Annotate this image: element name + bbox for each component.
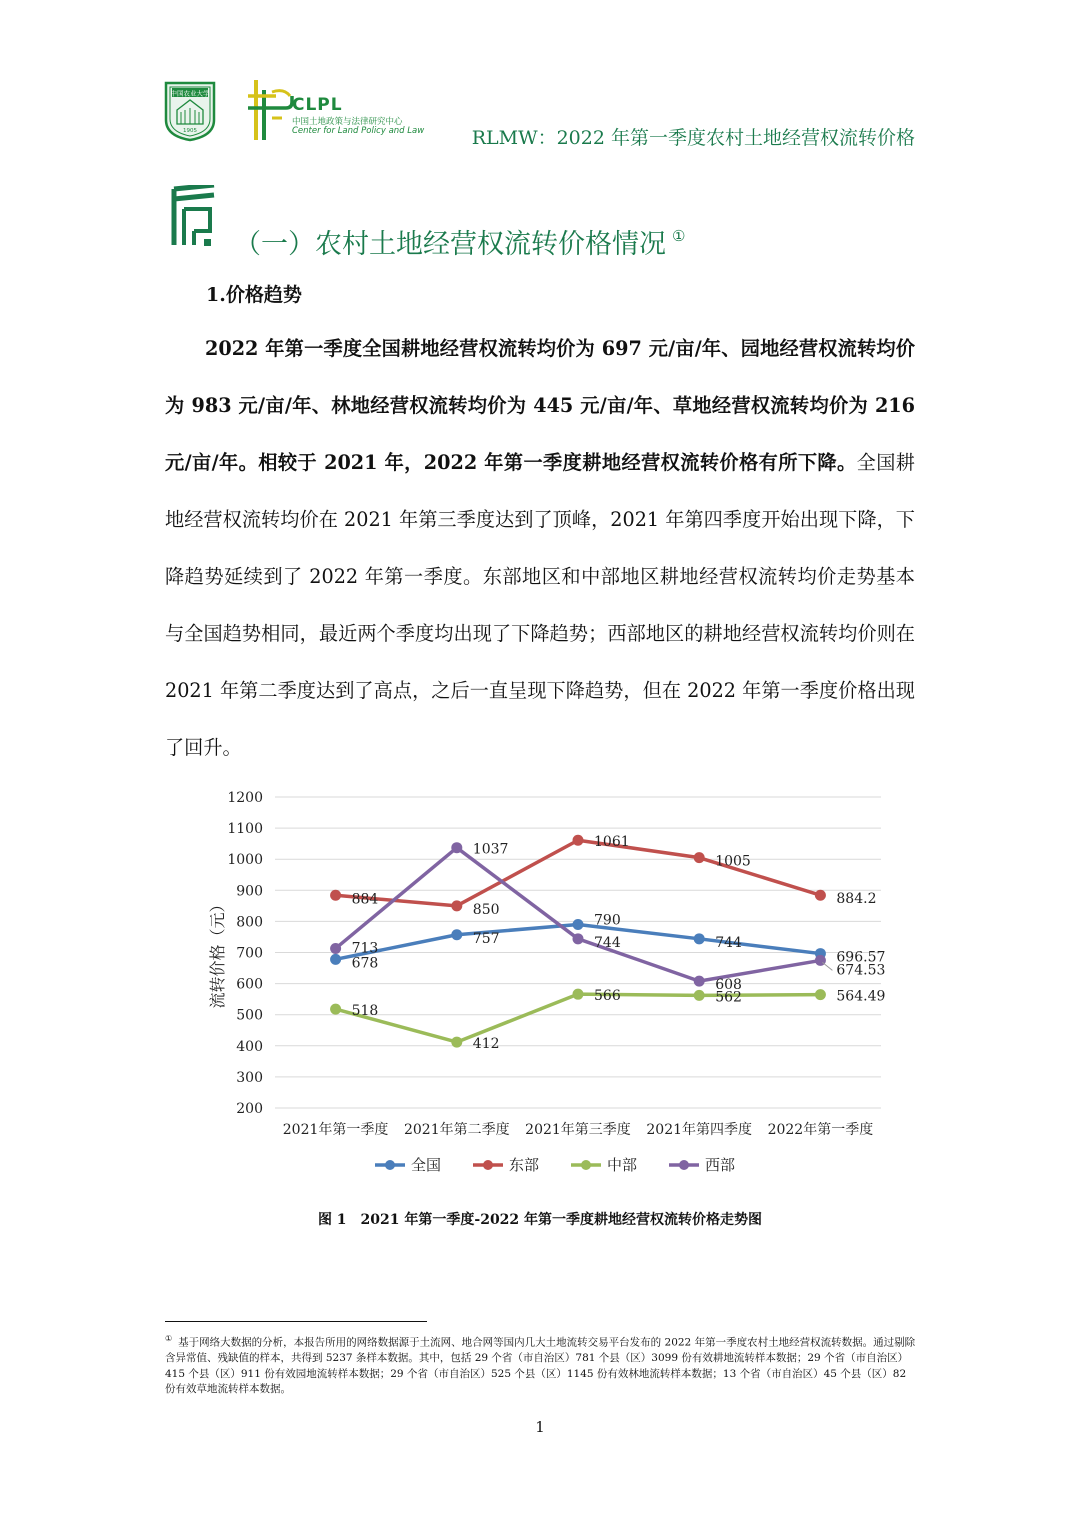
data-label: 674.53 xyxy=(836,962,886,979)
page-number: 1 xyxy=(535,1418,545,1436)
x-tick-label: 2021年第一季度 xyxy=(282,1122,389,1138)
data-label: 518 xyxy=(351,1003,379,1020)
footnote-text: 基于网络大数据的分析，本报告所用的网络数据源于土流网、地合网等国内几大土地流转交易平台发布的 2022 年第一季度农村土地经营权流转数据。通过剔除含异常值、残缺值的样本，共得到 5237 条样本数据。其中，包括 29 个省（市自治区）781 个县（区）3099 份有效耕地流转样本数据；29 个省（市自治区）415 个县（区）911 份有效园地流转样本数据；29 个省（市自治区）525 个县（区）1145 份有效林地流转样本数据；13 个省（市自治区）45 个县（区）82 份有效草地流转样本数据。 xyxy=(165,1336,916,1395)
clpl-logo-text: CLPL xyxy=(292,95,343,115)
data-label: 412 xyxy=(472,1036,500,1053)
data-label: 744 xyxy=(715,934,742,951)
y-tick-label: 300 xyxy=(236,1069,263,1086)
seal-year: 1905 xyxy=(183,128,197,134)
y-axis-title: 流转价格（元） xyxy=(208,896,227,1009)
university-seal-logo xyxy=(163,80,217,142)
y-tick-label: 1100 xyxy=(227,821,263,838)
data-point xyxy=(573,989,584,1000)
x-tick-label: 2021年第三季度 xyxy=(525,1122,631,1138)
clpl-logo-en: Center for Land Policy and Law xyxy=(292,126,425,136)
data-label: 1037 xyxy=(472,841,509,858)
data-label: 744 xyxy=(594,934,621,951)
data-point xyxy=(451,1037,462,1048)
x-tick-label: 2021年第四季度 xyxy=(646,1122,753,1138)
y-tick-label: 500 xyxy=(236,1007,263,1024)
data-label: 562 xyxy=(715,989,742,1006)
data-point xyxy=(694,976,705,987)
series-line xyxy=(336,840,821,906)
data-point xyxy=(694,990,705,1001)
legend-label: 西部 xyxy=(705,1156,736,1174)
legend-marker xyxy=(679,1160,689,1170)
data-point xyxy=(573,835,584,846)
data-point xyxy=(330,890,341,901)
data-label: 790 xyxy=(594,912,621,929)
y-tick-label: 200 xyxy=(236,1101,263,1117)
data-label: 608 xyxy=(715,977,742,994)
clpl-logo-cn: 中国土地政策与法律研究中心 xyxy=(292,117,403,127)
y-tick-label: 400 xyxy=(236,1038,263,1055)
legend-label: 全国 xyxy=(411,1156,442,1174)
body-paragraph xyxy=(165,320,915,776)
data-point xyxy=(451,900,462,911)
series-line xyxy=(336,994,821,1042)
figure-caption: 图 1 2021 年第一季度-2022 年第一季度耕地经营权流转价格走势图 xyxy=(317,1212,763,1228)
y-tick-label: 600 xyxy=(236,976,263,993)
data-label: 564.49 xyxy=(836,988,886,1005)
section-icon xyxy=(166,185,218,247)
y-tick-label: 1200 xyxy=(227,790,263,806)
subsection-title: 1.价格趋势 xyxy=(206,284,302,306)
legend-marker xyxy=(385,1160,395,1170)
data-point xyxy=(330,954,341,965)
footnote-divider xyxy=(165,1321,427,1322)
data-label: 884.2 xyxy=(836,891,877,908)
data-point xyxy=(815,890,826,901)
data-point xyxy=(694,852,705,863)
y-tick-label: 1000 xyxy=(227,852,263,869)
data-point xyxy=(573,919,584,930)
footnote-ref[interactable]: ① xyxy=(672,227,686,245)
legend-marker xyxy=(483,1160,493,1170)
legend-label: 东部 xyxy=(509,1156,540,1174)
x-tick-label: 2022年第一季度 xyxy=(767,1122,874,1138)
data-label: 713 xyxy=(351,940,379,957)
data-point xyxy=(330,943,341,954)
data-point xyxy=(573,933,584,944)
body-bold-text: 2022 年第一季度全国耕地经营权流转均价为 697 元/亩/年、园地经营权流转均价为 983 元/亩/年、林地经营权流转均价为 445 元/亩/年、草地经营权流转均价为 216 元/亩/年。相较于 2021 年，2022 年第一季度耕地经营权流转价格有所下降。 xyxy=(165,337,915,474)
body-normal-text: 全国耕地经营权流转均价在 2021 年第三季度达到了顶峰，2021 年第四季度开始出现下降，下降趋势延续到了 2022 年第一季度。东部地区和中部地区耕地经营权流转均价走势基本与全国趋势相同，最近两个季度均出现了下降趋势；西部地区的耕地经营权流转均价则在 2021 年第二季度达到了高点，之后一直呈现下降趋势，但在 2022 年第一季度价格出现了回升。 xyxy=(165,451,915,759)
legend-label: 中部 xyxy=(607,1156,638,1174)
seal-text: 中国农业大学 xyxy=(170,89,210,98)
data-point xyxy=(451,929,462,940)
x-tick-label: 2021年第二季度 xyxy=(403,1122,510,1138)
data-point xyxy=(815,989,826,1000)
data-label: 757 xyxy=(472,930,500,947)
price-trend-chart xyxy=(195,782,895,1182)
section-title-text: （一）农村土地经营权流转价格情况 xyxy=(234,229,666,260)
data-point xyxy=(694,933,705,944)
data-label: 678 xyxy=(351,955,379,972)
header-title: RLMW：2022 年第一季度农村土地经营权流转价格 xyxy=(471,127,915,149)
data-label: 1005 xyxy=(715,853,751,870)
leader-line xyxy=(822,962,832,970)
data-label: 850 xyxy=(472,901,500,918)
data-point xyxy=(330,1004,341,1015)
data-point xyxy=(451,842,462,853)
section-title xyxy=(234,222,685,261)
data-label: 1061 xyxy=(594,834,630,851)
footnote xyxy=(165,1331,917,1398)
y-tick-label: 900 xyxy=(236,883,263,900)
data-label: 884 xyxy=(351,891,379,908)
data-label: 566 xyxy=(594,988,621,1005)
y-tick-label: 800 xyxy=(236,914,263,931)
legend-marker xyxy=(581,1160,591,1170)
data-label: 696.57 xyxy=(836,949,886,966)
footnote-mark: ① xyxy=(165,1334,173,1343)
y-tick-label: 700 xyxy=(236,945,263,962)
